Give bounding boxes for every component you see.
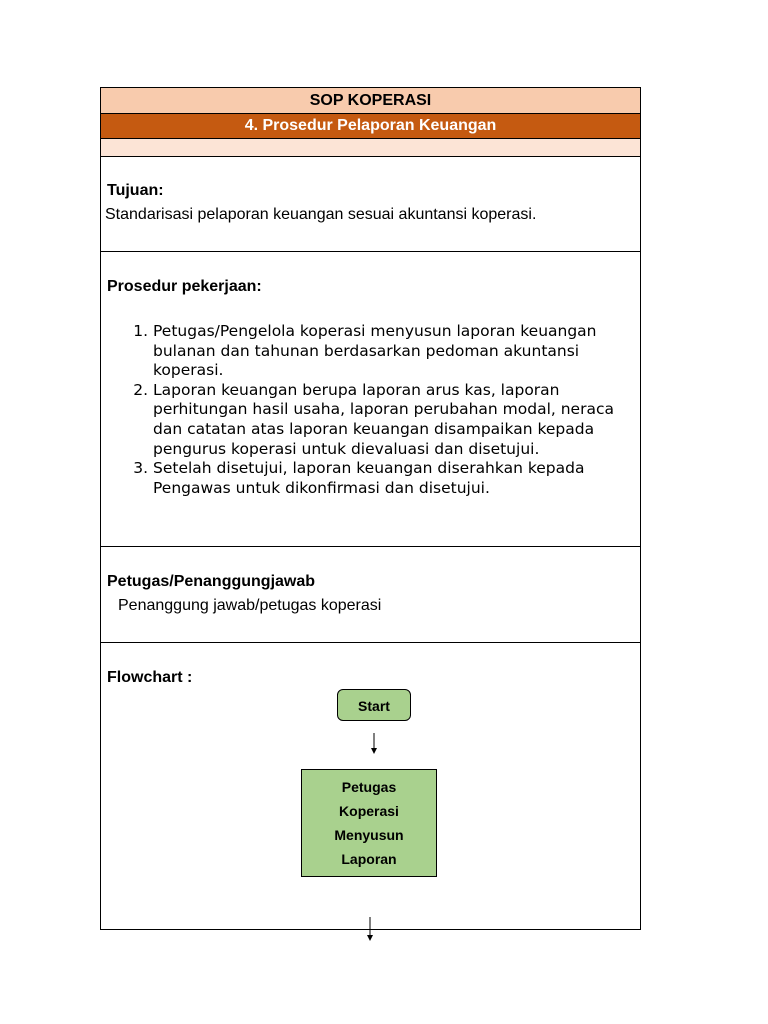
flowchart-arrow-icon bbox=[369, 733, 379, 755]
section-petugas bbox=[101, 547, 640, 643]
section-prosedur bbox=[101, 252, 640, 547]
flowchart-continue-arrow-icon bbox=[365, 917, 375, 943]
procedure-title: 4. Prosedur Pelaporan Keuangan bbox=[101, 114, 640, 139]
sop-table bbox=[100, 87, 641, 930]
flowchart-process-label: Petugas Koperasi Menyusun Laporan bbox=[334, 779, 404, 867]
procedure-step: 1. Petugas/Pengelola koperasi menyusun laporan keuangan bulanan dan tahunan berdasarkan pedoman akuntansi koperasi. bbox=[153, 322, 633, 381]
sop-title: SOP KOPERASI bbox=[101, 88, 640, 114]
header-spacer bbox=[101, 139, 640, 157]
prosedur-label: Prosedur pekerjaan: bbox=[107, 278, 262, 295]
flowchart-process bbox=[301, 769, 437, 877]
flowchart-start: Start bbox=[337, 689, 411, 721]
procedure-step: 2. Laporan keuangan berupa laporan arus kas, laporan perhitungan hasil usaha, laporan perubahan modal, neraca dan catatan atas laporan keuangan disampaikan kepada pengurus koperasi untuk dievaluasi dan disetujui. bbox=[153, 381, 633, 459]
petugas-text: Penanggung jawab/petugas koperasi bbox=[118, 597, 382, 614]
procedure-step: 3. Setelah disetujui, laporan keuangan diserahkan kepada Pengawas untuk dikonfirmasi dan disetujui. bbox=[153, 459, 633, 498]
procedure-steps bbox=[107, 322, 633, 498]
tujuan-label: Tujuan: bbox=[107, 182, 164, 199]
flowchart-label: Flowchart : bbox=[107, 669, 193, 686]
section-flowchart bbox=[101, 643, 640, 929]
section-tujuan bbox=[101, 157, 640, 252]
petugas-label: Petugas/Penanggungjawab bbox=[107, 573, 316, 590]
tujuan-text: Standarisasi pelaporan keuangan sesuai akuntansi koperasi. bbox=[105, 206, 537, 223]
